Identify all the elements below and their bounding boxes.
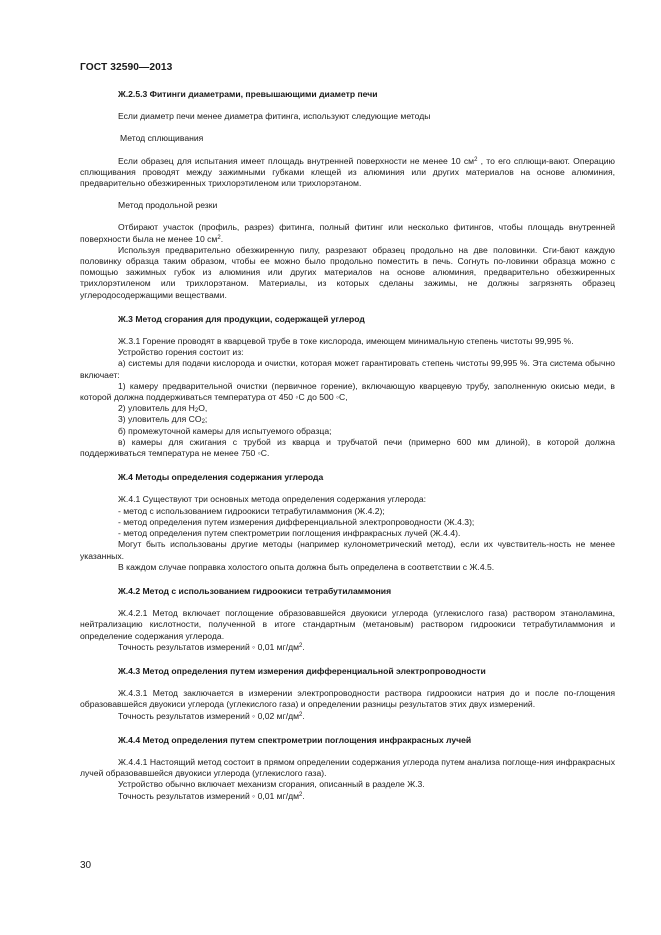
- list-item: - метод определения путем измерения дифференциальной электропроводности (Ж.4.3);: [118, 516, 475, 527]
- paragraph: Ж.4.2.1 Метод включает поглощение образовавшейся двуокиси углерода (углекислого газа) раствором этаноламина, нейтрализацию кислотности, полученной в итоге стандартным (метановым) раствором гидроокиси тетрабутиламмония и определение содержания углерода.: [80, 608, 615, 641]
- paragraph: Если диаметр печи менее диаметра фитинга, используют следующие методы: [118, 111, 431, 122]
- heading-zh44: Ж.4.4 Метод определения путем спектрометрии поглощения инфракрасных лучей: [118, 734, 472, 745]
- heading-zh4: Ж.4 Методы определения содержания углерода: [118, 472, 324, 483]
- paragraph: Устройство обычно включает механизм сгорания, описанный в разделе Ж.3.: [118, 779, 425, 790]
- paragraph: 3) уловитель для $CO_2$;: [118, 414, 208, 426]
- paragraph: б) промежуточной камеры для испытуемого образца;: [118, 425, 332, 436]
- paragraph: Если образец для испытания имеет площадь внутренней поверхности не менее 10 $см^2$ , то его сплющи-вают. Операцию сплющивания проводят между зажимными губками клещей из алюминия или других материалов на основе алюминия, предварительно обезжиренных трихлорэтиленом или трихлорэтаном.: [80, 155, 615, 189]
- heading-zh43: Ж.4.3 Метод определения путем измерения дифференциальной электропроводности: [118, 665, 486, 676]
- paragraph: Ж.4.3.1 Метод заключается в измерении электропроводности раствора гидроокиси натрия до и после по-глощения образовавшейся двуокиси углерода (углекислого газа) и определении разницы результатов этих двух измерений.: [80, 688, 615, 710]
- paragraph: В каждом случае поправка холостого опыта должна быть определена в соответствии с Ж.4.5.: [118, 561, 495, 572]
- standard-header: ГОСТ 32590—2013: [80, 62, 173, 73]
- paragraph: Могут быть использованы другие методы (например кулонометрический метод), если их чувствитель-ность не менее указанных.: [80, 539, 615, 561]
- heading-zh3: Ж.3 Метод сгорания для продукции, содержащей углерод: [118, 313, 365, 324]
- paragraph: а) системы для подачи кислорода и очистки, которая может гарантировать степень чистоты 99,995 %. Эта система обычно включает:: [80, 358, 615, 380]
- paragraph: Устройство горения состоит из:: [118, 347, 244, 358]
- paragraph: 1) камеру предварительной очистки (первичное горение), включающую кварцевую трубу, заполненную окисью меди, в которой должна поддерживаться температура от 450 ◦C до 500 ◦C,: [80, 380, 615, 403]
- accuracy-line: Точность результатов измерений ◦ 0,01 $мг/дм^2$.: [118, 641, 305, 652]
- paragraph: 2) уловитель для $H_2O$,: [118, 403, 208, 415]
- heading-zh42: Ж.4.2 Метод с использованием гидроокиси тетрабутиламмония: [118, 585, 392, 596]
- page-number: 30: [80, 860, 92, 871]
- document-body: [80, 89, 615, 802]
- list-item: - метод с использованием гидроокиси тетрабутиламмония (Ж.4.2);: [118, 505, 385, 516]
- method-cut-title: Метод продольной резки: [118, 200, 218, 211]
- paragraph: Ж.3.1 Горение проводят в кварцевой трубе в токе кислорода, имеющем минимальную степень чистоты 99,995 %.: [118, 336, 574, 347]
- method-flat-title: Метод сплющивания: [120, 133, 204, 144]
- paragraph: Отбирают участок (профиль, разрез) фитинга, полный фитинг или несколько фитингов, чтобы площадь внутренней поверхности была не менее 10 $см^2$.: [80, 222, 615, 244]
- paragraph: Ж.4.4.1 Настоящий метод состоит в прямом определении содержания углерода путем анализа поглоще-ния инфракрасных лучей образовавшейся двуокиси углерода (углекислого газа).: [80, 756, 615, 779]
- list-item: - метод определения путем спектрометрии поглощения инфракрасных лучей (Ж.4.4).: [118, 528, 461, 539]
- heading-zh253: Ж.2.5.3 Фитинги диаметрами, превышающими диаметр печи: [118, 89, 378, 99]
- paragraph: Ж.4.1 Существуют три основных метода определения содержания углерода:: [118, 494, 427, 505]
- accuracy-line: Точность результатов измерений ◦ 0,01 $мг/дм^2$.: [118, 790, 305, 801]
- paragraph: Используя предварительно обезжиренную пилу, разрезают образец продольно на две половинки. Сги-бают каждую половинку образца таким образом, чтобы ее можно было продольно поместить в печь. Согнуть по-ловинки образца можно с помощью зажимных губок из алюминия или других материалов на основе алюминия, предварительно обезжиренных трихлорэтиленом или трихлорэтаном. Материалы, из которых сделаны зажимы, не должны загрязнять образец углеродосодержащими веществами.: [80, 244, 615, 300]
- paragraph: в) камеры для сжигания с трубой из кварца и трубчатой печи (примерно 600 мм длиной), в которой должна поддерживаться температура не менее 750 ◦C.: [80, 436, 615, 459]
- accuracy-line: Точность результатов измерений ◦ 0,02 $мг/дм^2$.: [118, 710, 305, 721]
